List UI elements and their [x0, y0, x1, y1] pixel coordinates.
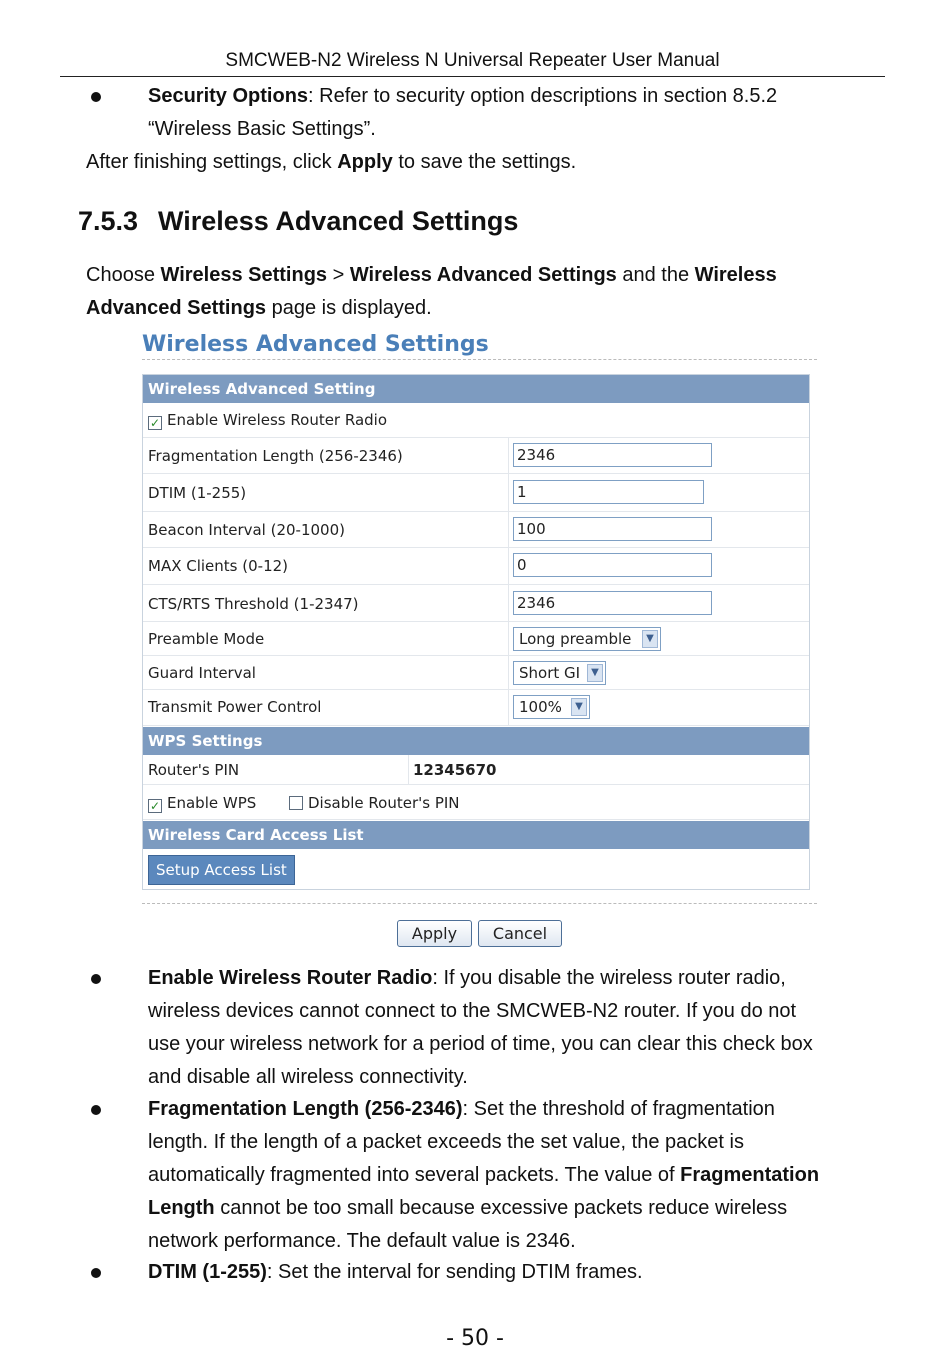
text-run: and the	[616, 264, 695, 286]
select-value: Short GI	[519, 664, 581, 682]
disable-pin-checkbox-label[interactable]	[289, 794, 460, 812]
field-label: Transmit Power Control	[148, 698, 322, 716]
section-number: 7.5.3	[78, 206, 139, 236]
divider	[142, 903, 817, 904]
bullet-term: Enable Wireless Router Radio	[148, 967, 433, 989]
panel-title: Wireless Advanced Settings	[142, 332, 489, 357]
cancel-button[interactable]: Cancel	[478, 920, 562, 947]
page-number: - 50 -	[446, 1326, 504, 1351]
bullet-text: length. If the length of a packet exceeds the set value, the packet is	[148, 1131, 744, 1153]
transmit-power-select[interactable]	[513, 695, 590, 719]
text-run-bold: Advanced Settings	[86, 297, 267, 319]
settings-screenshot	[142, 330, 817, 955]
fragmentation-input[interactable]	[513, 443, 712, 467]
enable-radio-bullet	[86, 962, 886, 1094]
bullet-text: and disable all wireless connectivity.	[148, 1066, 468, 1088]
text-run-bold: Wireless Advanced Settings	[349, 264, 617, 286]
pin-label: Router's PIN	[148, 761, 240, 779]
chevron-down-icon[interactable]: ▼	[587, 664, 603, 682]
bullet-term: Length	[148, 1197, 215, 1219]
checkbox-label: Enable Wireless Router Radio	[167, 411, 388, 429]
section-heading	[78, 206, 518, 237]
pin-value: 12345670	[413, 761, 497, 779]
bullet-text: : Set the interval for sending DTIM frames.	[266, 1261, 643, 1283]
guard-interval-row	[143, 656, 809, 690]
section-bar-access-list: Wireless Card Access List	[143, 821, 809, 849]
bullet-text: : Set the threshold of fragmentation	[462, 1098, 775, 1120]
column-divider	[508, 690, 509, 725]
divider	[142, 359, 817, 360]
text-run-bold: Apply	[337, 151, 393, 173]
cts-rts-input[interactable]	[513, 591, 712, 615]
select-value: Long preamble	[519, 630, 632, 648]
column-divider	[508, 438, 509, 473]
section-bar-advanced: Wireless Advanced Setting	[143, 375, 809, 403]
access-list-row	[143, 849, 809, 889]
enable-radio-checkbox-label[interactable]	[148, 411, 387, 430]
choose-paragraph	[86, 259, 876, 325]
column-divider	[508, 512, 509, 547]
column-divider	[508, 656, 509, 689]
bullet-dot-icon	[91, 92, 101, 102]
bullet-text: use your wireless network for a period of time, you can clear this check box	[148, 1033, 813, 1055]
enable-wps-checkbox[interactable]: ✓	[149, 799, 161, 813]
field-label: MAX Clients (0-12)	[148, 557, 289, 575]
field-label: CTS/RTS Threshold (1-2347)	[148, 595, 359, 613]
column-divider	[508, 585, 509, 621]
bullet-text: : Refer to security option descriptions in section 8.5.2	[308, 85, 778, 107]
text-run: page is displayed.	[266, 297, 432, 319]
text-run: After finishing settings, click	[86, 151, 338, 173]
field-label: Guard Interval	[148, 664, 256, 682]
checkbox-label: Enable WPS	[167, 794, 257, 812]
enable-radio-row	[143, 403, 809, 438]
beacon-interval-input[interactable]	[513, 517, 712, 541]
bullet-term: Fragmentation	[680, 1164, 820, 1186]
text-run-bold: Wireless	[694, 264, 777, 286]
guard-interval-select[interactable]	[513, 661, 606, 685]
disable-pin-checkbox[interactable]	[289, 796, 303, 810]
dtim-row	[143, 474, 809, 512]
enable-wps-checkbox-label[interactable]	[148, 794, 256, 813]
fragmentation-row	[143, 438, 809, 474]
max-clients-input[interactable]	[513, 553, 712, 577]
bullet-term: Fragmentation Length (256-2346)	[148, 1098, 463, 1120]
field-label: Fragmentation Length (256-2346)	[148, 447, 403, 465]
security-options-bullet	[86, 80, 886, 146]
field-label: Beacon Interval (20-1000)	[148, 521, 345, 539]
text-run: Choose	[86, 264, 161, 286]
text-run: to save the settings.	[392, 151, 577, 173]
column-divider	[508, 622, 509, 655]
bullet-text: network performance. The default value is 2346.	[148, 1230, 576, 1252]
column-divider	[408, 755, 409, 784]
dtim-bullet	[86, 1256, 886, 1289]
bullet-dot-icon	[91, 1268, 101, 1278]
bullet-term: DTIM (1-255)	[148, 1261, 267, 1283]
preamble-row	[143, 622, 809, 656]
setup-access-list-button[interactable]: Setup Access List	[148, 855, 295, 885]
field-label: Preamble Mode	[148, 630, 265, 648]
fragmentation-bullet	[86, 1093, 886, 1258]
bullet-text: wireless devices cannot connect to the SMCWEB-N2 router. If you do not	[148, 1000, 797, 1022]
beacon-row	[143, 512, 809, 548]
dtim-input[interactable]	[513, 480, 704, 504]
enable-radio-checkbox[interactable]: ✓	[149, 416, 161, 430]
transmit-power-row	[143, 690, 809, 726]
wps-options-row	[143, 785, 809, 820]
cts-rts-row	[143, 585, 809, 622]
section-bar-wps: WPS Settings	[143, 727, 809, 755]
max-clients-row	[143, 548, 809, 585]
select-value: 100%	[519, 698, 562, 716]
bullet-term: Security Options	[148, 85, 309, 107]
column-divider	[508, 548, 509, 584]
section-title: Wireless Advanced Settings	[158, 206, 519, 236]
bullet-dot-icon	[91, 1105, 101, 1115]
checkbox-label: Disable Router's PIN	[308, 794, 460, 812]
page-header: SMCWEB-N2 Wireless N Universal Repeater User Manual	[60, 50, 885, 77]
apply-button[interactable]: Apply	[397, 920, 472, 947]
column-divider	[508, 474, 509, 511]
chevron-down-icon[interactable]: ▼	[642, 630, 658, 648]
field-label: DTIM (1-255)	[148, 484, 247, 502]
bullet-text: “Wireless Basic Settings”.	[148, 118, 376, 140]
bullet-text: automatically fragmented into several packets. The value of	[148, 1164, 681, 1186]
router-pin-row	[143, 755, 809, 785]
bullet-dot-icon	[91, 974, 101, 984]
bullet-text: : If you disable the wireless router radio,	[432, 967, 786, 989]
text-run: >	[327, 264, 350, 286]
bullet-text: cannot be too small because excessive packets reduce wireless	[214, 1197, 788, 1219]
text-run-bold: Wireless Settings	[160, 264, 328, 286]
after-settings-paragraph	[86, 146, 876, 179]
chevron-down-icon[interactable]: ▼	[571, 698, 587, 716]
preamble-select[interactable]	[513, 627, 661, 651]
settings-form	[142, 374, 810, 890]
